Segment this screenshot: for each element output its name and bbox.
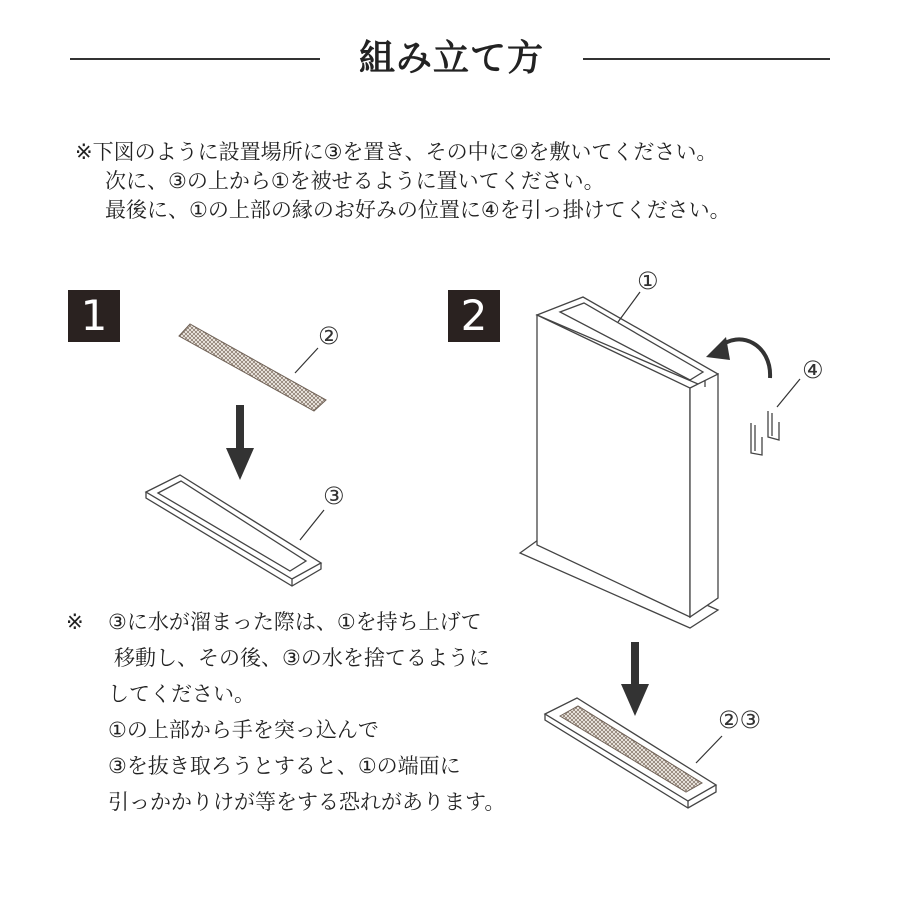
page-title: 組み立て方 [358,38,544,79]
instruction-line: 次に、③の上から①を被せるように置いてください。 [105,169,605,193]
callout-label-23: ②③ [718,706,762,734]
note-line: してください。 [108,682,255,706]
instruction-line: 最後に、①の上部の縁のお好みの位置に④を引っ掛けてください。 [105,198,731,222]
callout-label-2: ② [318,322,340,350]
down-arrow-icon [621,642,649,716]
mesh-sheet-part-2 [179,324,326,411]
tray-part-3 [146,475,321,586]
note-line: 引っかかりけが等をする恐れがあります。 [108,790,506,814]
note-line: ①の上部から手を突っ込んで [108,718,379,742]
hook-part-4 [751,411,779,455]
instruction-line: ※下図のように設置場所に③を置き、その中に②を敷いてください。 [75,140,718,164]
note-line: ③に水が溜まった際は、①を持ち上げて [108,610,482,634]
callout-label-4: ④ [802,356,824,384]
note-mark: ※ [66,610,84,634]
callout-leader-4 [777,379,800,407]
step-2-badge: 2 [448,290,500,342]
note-line: ③を抜き取ろうとすると、①の端面に [108,754,461,778]
step-1-badge: 1 [68,290,120,342]
callout-leader-1 [618,292,640,322]
caution-note [66,604,505,820]
callout-leader-2 [295,348,318,373]
cover-part-1 [520,297,718,628]
tray-with-mesh [545,698,716,808]
callout-label-3: ③ [323,482,345,510]
callout-leader-3 [300,510,324,540]
callout-leader-23 [696,736,722,763]
note-line: 移動し、その後、③の水を捨てるように [114,646,490,670]
down-arrow-icon [226,405,254,480]
callout-label-1: ① [637,267,659,295]
hook-arrow-icon [706,337,770,378]
